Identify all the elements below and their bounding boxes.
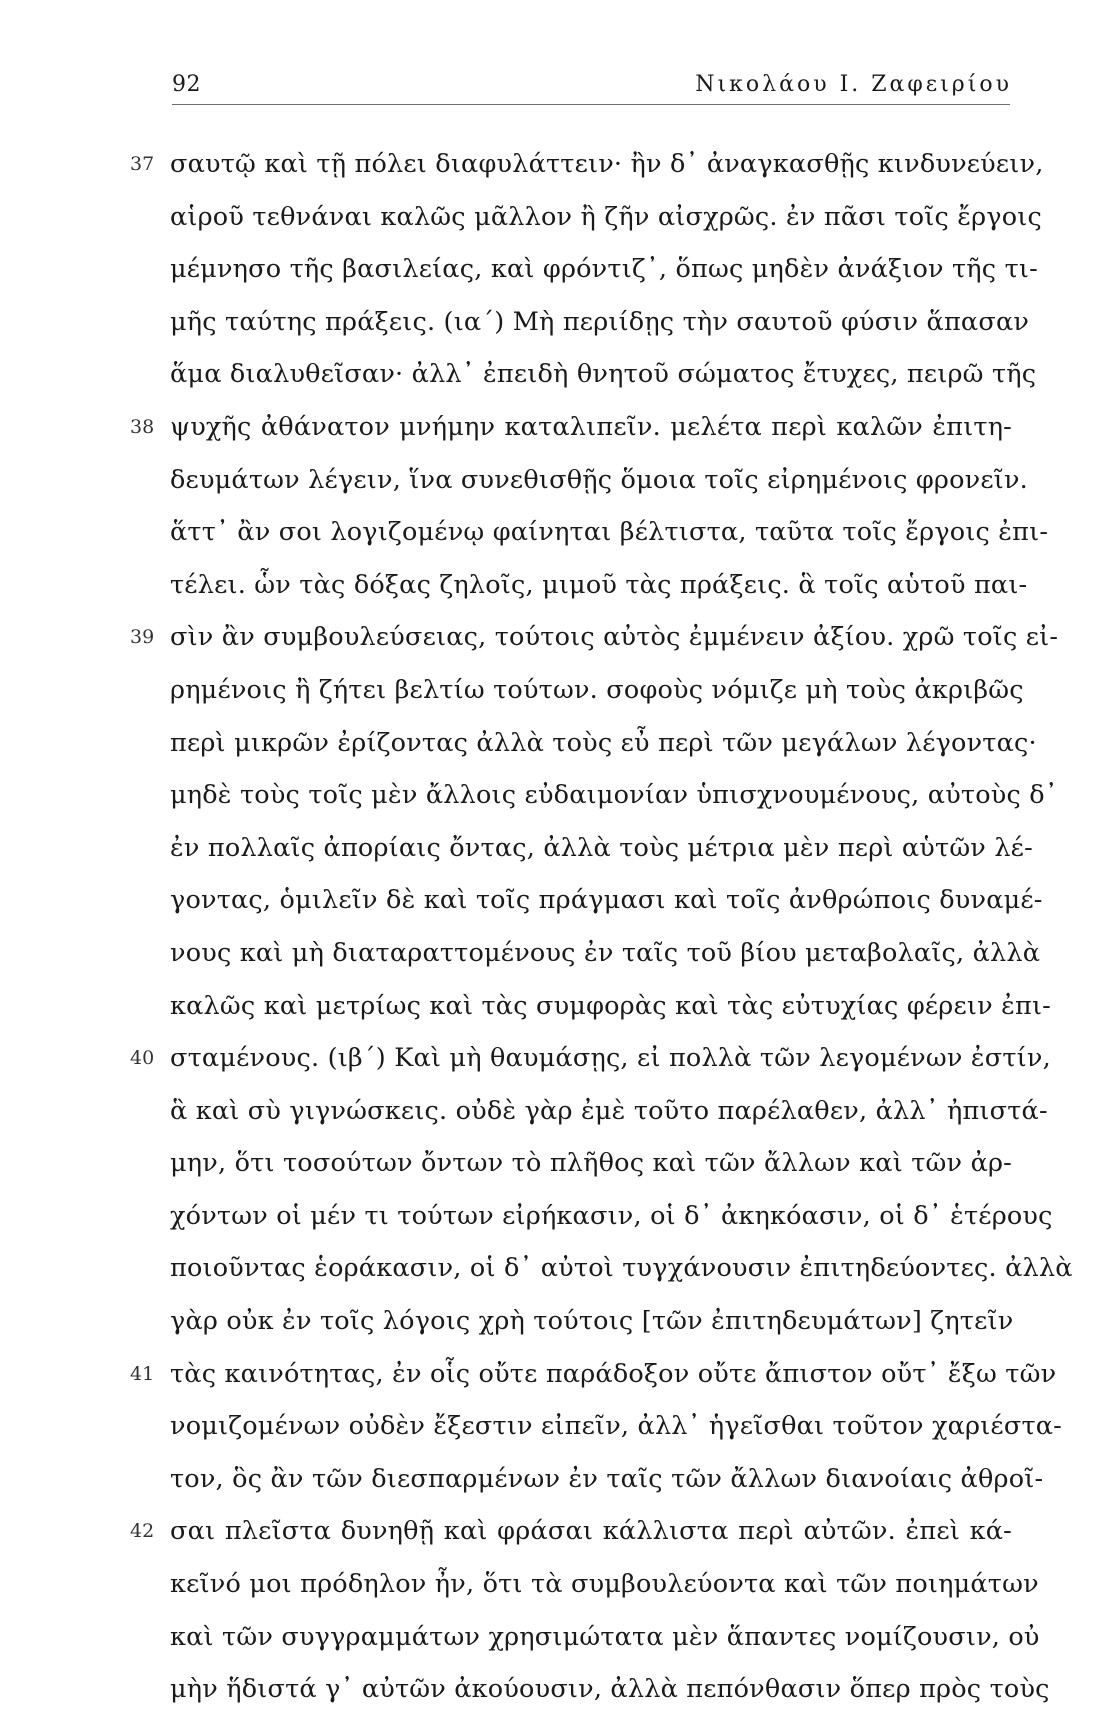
text-line bbox=[0, 980, 1102, 1033]
line-text: μῆς ταύτης πράξεις. (ια΄) Μὴ περιίδῃς τὴν σαυτοῦ φύσιν ἅπασαν bbox=[170, 306, 1030, 337]
text-line bbox=[0, 296, 1102, 349]
line-text: σαυτῷ καὶ τῇ πόλει διαφυλάττειν· ἢν δ᾽ ἀναγκασθῇς κινδυνεύειν, bbox=[170, 149, 1044, 179]
line-text: ἅττ᾽ ἂν σοι λογιζομένῳ φαίνηται βέλτιστα, ταῦτα τοῖς ἔργοις ἐπι- bbox=[170, 517, 1049, 548]
line-text: καλῶς καὶ μετρίως καὶ τὰς συμφορὰς καὶ τὰς εὐτυχίας φέρειν ἐπι- bbox=[170, 990, 1051, 1021]
text-line bbox=[0, 1611, 1102, 1664]
text-line bbox=[0, 664, 1102, 717]
text-line bbox=[0, 191, 1102, 244]
line-text: ἐν πολλαῖς ἀπορίαις ὄντας, ἀλλὰ τοὺς μέτρια μὲν περὶ αὑτῶν λέ- bbox=[170, 832, 1033, 863]
line-text: νομιζομένων οὐδὲν ἔξεστιν εἰπεῖν, ἀλλ᾽ ἡγεῖσθαι τοῦτον χαριέστα- bbox=[170, 1411, 1062, 1442]
line-text: περὶ μικρῶν ἐρίζοντας ἀλλὰ τοὺς εὖ περὶ τῶν μεγάλων λέγοντας· bbox=[170, 727, 1037, 758]
text-line bbox=[0, 717, 1102, 770]
text-line bbox=[0, 1137, 1102, 1190]
line-text: ποιοῦντας ἑοράκασιν, οἱ δ᾽ αὐτοὶ τυγχάνουσιν ἐπιτηδεύοντες. ἀλλὰ bbox=[170, 1253, 1073, 1284]
section-margin-number: 40 bbox=[130, 1047, 155, 1070]
greek-text-body bbox=[0, 138, 1102, 1716]
line-text: τέλει. ὧν τὰς δόξας ζηλοῖς, μιμοῦ τὰς πράξεις. ἃ τοῖς αὑτοῦ παι- bbox=[170, 569, 1028, 600]
line-text: αἱροῦ τεθνάναι καλῶς μᾶλλον ἢ ζῆν αἰσχρῶς. ἐν πᾶσι τοῖς ἔργοις bbox=[170, 201, 1042, 232]
text-line bbox=[0, 401, 1102, 454]
text-line bbox=[0, 348, 1102, 401]
text-line bbox=[0, 454, 1102, 507]
text-line bbox=[0, 1085, 1102, 1138]
text-line bbox=[0, 1242, 1102, 1295]
text-line bbox=[0, 1505, 1102, 1558]
line-text: ρημένοις ἢ ζήτει βελτίω τούτων. σοφοὺς νόμιζε μὴ τοὺς ἀκριβῶς bbox=[170, 674, 1024, 705]
section-margin-number: 38 bbox=[130, 415, 155, 438]
line-text: γοντας, ὁμιλεῖν δὲ καὶ τοῖς πράγμασι καὶ τοῖς ἀνθρώποις δυναμέ- bbox=[170, 885, 1043, 916]
section-margin-number: 41 bbox=[130, 1362, 155, 1385]
text-line bbox=[0, 611, 1102, 664]
text-line bbox=[0, 1032, 1102, 1085]
line-text: τὰς καινότητας, ἐν οἷς οὔτε παράδοξον οὔτε ἄπιστον οὔτ᾽ ἔξω τῶν bbox=[170, 1358, 1057, 1389]
section-margin-number: 37 bbox=[130, 153, 155, 175]
line-text: σταμένους. (ιβ΄) Καὶ μὴ θαυμάσῃς, εἰ πολλὰ τῶν λεγομένων ἐστίν, bbox=[170, 1043, 1051, 1074]
line-text: δευμάτων λέγειν, ἵνα συνεθισθῇς ὅμοια τοῖς εἰρημένοις φρονεῖν. bbox=[170, 464, 1028, 495]
line-text: τον, ὃς ἂν τῶν διεσπαρμένων ἐν ταῖς τῶν ἄλλων διανοίαις ἀθροῖ- bbox=[170, 1463, 1044, 1494]
text-line bbox=[0, 1453, 1102, 1506]
text-line bbox=[0, 559, 1102, 612]
text-line bbox=[0, 927, 1102, 980]
section-margin-number: 39 bbox=[130, 626, 155, 649]
line-text: μὴν ἥδιστά γ᾽ αὐτῶν ἀκούουσιν, ἀλλὰ πεπόνθασιν ὅπερ πρὸς τοὺς bbox=[170, 1674, 1050, 1705]
text-line bbox=[0, 506, 1102, 559]
text-line bbox=[0, 1558, 1102, 1611]
running-head-author: Νικολάου Ι. Ζαφειρίου bbox=[695, 72, 1012, 97]
line-text: ψυχῆς ἀθάνατον μνήμην καταλιπεῖν. μελέτα περὶ καλῶν ἐπιτη- bbox=[170, 411, 1012, 442]
line-text: σαι πλεῖστα δυνηθῇ καὶ φράσαι κάλλιστα περὶ αὐτῶν. ἐπεὶ κά- bbox=[170, 1516, 1012, 1547]
line-text: νους καὶ μὴ διαταραττομένους ἐν ταῖς τοῦ βίου μεταβολαῖς, ἀλλὰ bbox=[170, 937, 1041, 968]
line-text: μέμνησο τῆς βασιλείας, καὶ φρόντιζ᾽, ὅπως μηδὲν ἀνάξιον τῆς τι- bbox=[170, 254, 1038, 285]
text-line bbox=[0, 138, 1102, 191]
text-line bbox=[0, 1295, 1102, 1348]
text-line bbox=[0, 243, 1102, 296]
text-line bbox=[0, 822, 1102, 875]
section-margin-number: 42 bbox=[130, 1520, 155, 1543]
running-head bbox=[172, 72, 1012, 106]
line-text: γὰρ οὐκ ἐν τοῖς λόγοις χρὴ τούτοις [τῶν ἐπιτηδευμάτων] ζητεῖν bbox=[170, 1306, 1014, 1337]
line-text: χόντων οἱ μέν τι τούτων εἰρήκασιν, οἱ δ᾽ ἀκηκόασιν, οἱ δ᾽ ἑτέρους bbox=[170, 1200, 1053, 1231]
header-rule bbox=[172, 104, 1010, 105]
line-text: σὶν ἂν συμβουλεύσειας, τούτοις αὐτὸς ἐμμένειν ἀξίου. χρῶ τοῖς εἰ- bbox=[170, 622, 1059, 653]
line-text: μην, ὅτι τοσούτων ὄντων τὸ πλῆθος καὶ τῶν ἄλλων καὶ τῶν ἀρ- bbox=[170, 1148, 1012, 1179]
text-line bbox=[0, 1348, 1102, 1401]
text-line bbox=[0, 1663, 1102, 1716]
line-text: μηδὲ τοὺς τοῖς μὲν ἄλλοις εὐδαιμονίαν ὑπισχνουμένους, αὐτοὺς δ᾽ bbox=[170, 780, 1058, 811]
line-text: ἅμα διαλυθεῖσαν· ἀλλ᾽ ἐπειδὴ θνητοῦ σώματος ἔτυχες, πειρῶ τῆς bbox=[170, 359, 1037, 390]
text-line bbox=[0, 769, 1102, 822]
page-number: 92 bbox=[172, 72, 201, 97]
line-text: κεῖνό μοι πρόδηλον ἦν, ὅτι τὰ συμβουλεύοντα καὶ τῶν ποιημάτων bbox=[170, 1569, 1039, 1600]
text-line bbox=[0, 1400, 1102, 1453]
line-text: ἃ καὶ σὺ γιγνώσκεις. οὐδὲ γὰρ ἐμὲ τοῦτο παρέλαθεν, ἀλλ᾽ ἠπιστά- bbox=[170, 1095, 1048, 1126]
text-line bbox=[0, 1190, 1102, 1243]
text-line bbox=[0, 874, 1102, 927]
line-text: καὶ τῶν συγγραμμάτων χρησιμώτατα μὲν ἅπαντες νομίζουσιν, οὐ bbox=[170, 1621, 1040, 1652]
